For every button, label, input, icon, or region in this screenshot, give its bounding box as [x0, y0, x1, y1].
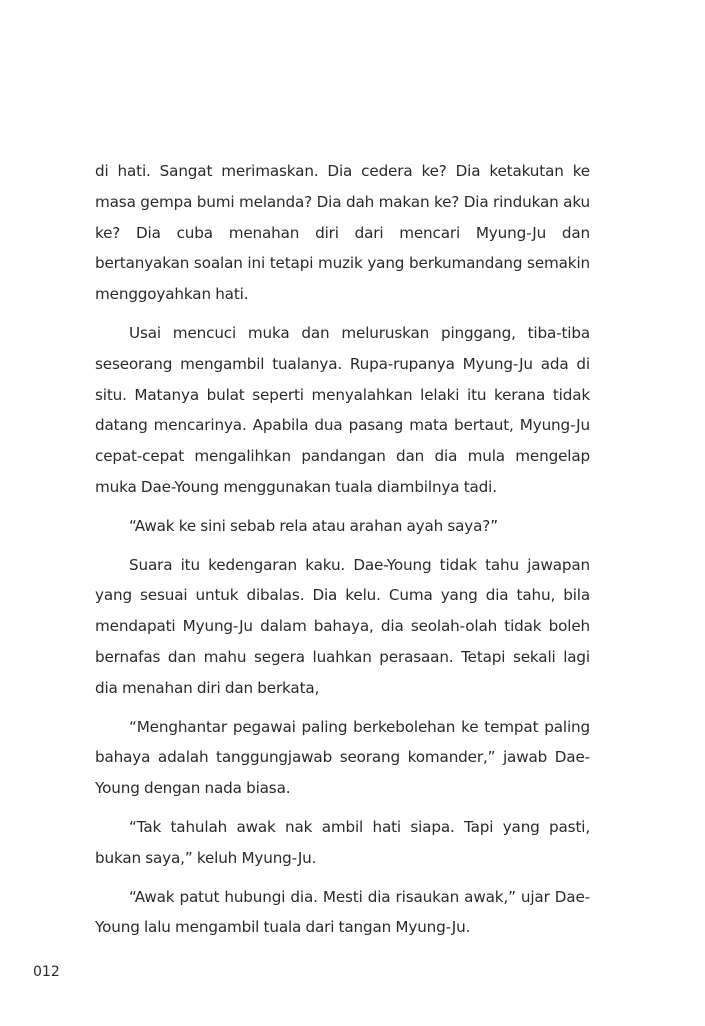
paragraph: Usai mencuci muka dan meluruskan pinggang, tiba-tiba seseorang mengambil tualanya. Rupa-rupanya Myung-Ju ada di situ. Matanya bulat seperti menyalahkan lelaki itu kerana tidak datang mencarinya. Apabila dua pasang mata bertaut, Myung-Ju cepat-cepat mengalihkan pandangan dan dia mula mengelap muka Dae-Young menggunakan tuala diambilnya tadi. [95, 323, 590, 496]
paragraph: “Menghantar pegawai paling berkebolehan ke tempat paling bahaya adalah tanggungjawab seorang komander,” jawab Dae-Young dengan nada biasa. [95, 717, 590, 798]
paragraph: “Awak patut hubungi dia. Mesti dia risaukan awak,” ujar Dae-Young lalu mengambil tuala dari tangan Myung-Ju. [95, 887, 590, 937]
paragraph: “Awak ke sini sebab rela atau arahan ayah saya?” [129, 516, 498, 535]
paragraph: “Tak tahulah awak nak ambil hati siapa. Tapi yang pasti, bukan saya,” keluh Myung-Ju. [95, 817, 590, 867]
paragraph: Suara itu kedengaran kaku. Dae-Young tidak tahu jawapan yang sesuai untuk dibalas. Dia kelu. Cuma yang dia tahu, bila mendapati Myung-Ju dalam bahaya, dia seolah-olah tidak boleh bernafas dan mahu segera luahkan perasaan. Tetapi sekali lagi dia menahan diri dan berkata, [95, 555, 590, 697]
body-text [95, 156, 590, 951]
paragraph: di hati. Sangat merimaskan. Dia cedera ke? Dia ketakutan ke masa gempa bumi melanda? Dia dah makan ke? Dia rindukan aku ke? Dia cuba menahan diri dari mencari Myung-Ju dan bertanyakan soalan ini tetapi muzik yang berkumandang semakin menggoyahkan hati. [95, 162, 590, 304]
page-number: 012 [33, 964, 60, 980]
